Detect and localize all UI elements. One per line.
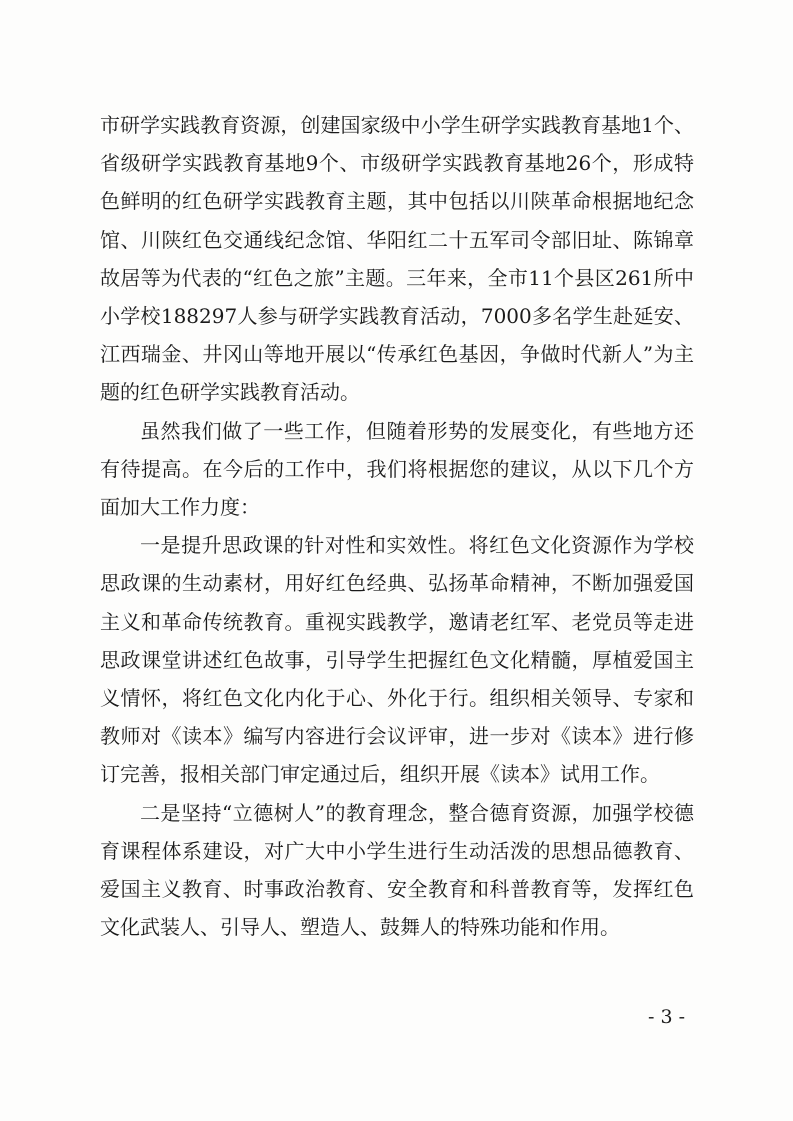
paragraph-measure-one: 一是提升思政课的针对性和实效性。将红色文化资源作为学校思政课的生动素材，用好红色经典、弘扬革命精神，不断加强爱国主义和革命传统教育。重视实践教学，邀请老红军、老党员等走进思政课堂讲述红色故事，引导学生把握红色文化精髓，厚植爱国主义情怀，将红色文化内化于心、外化于行。组织相关领导、专家和教师对《读本》编写内容进行会议评审，进一步对《读本》进行修订完善，报相关部门审定通过后，组织开展《读本》试用工作。 [100,533,694,787]
paragraph-continuation: 市研学实践教育资源，创建国家级中小学生研学实践教育基地1个、省级研学实践教育基地9个、市级研学实践教育基地26个，形成特色鲜明的红色研学实践教育主题，其中包括以川陕革命根据地纪念馆、川陕红色交通线纪念馆、华阳红二十五军司令部旧址、陈锦章故居等为代表的“红色之旅”主题。三年来，全市11个县区261所中小学校188297人参与研学实践教育活动，7000多名学生赴延安、江西瑞金、井冈山等地开展以“传承红色基因，争做时代新人”为主题的红色研学实践教育活动。 [100,113,694,405]
paragraph-measure-two: 二是坚持“立德树人”的教育理念，整合德育资源，加强学校德育课程体系建设，对广大中小学生进行生动活泼的思想品德教育、爱国主义教育、时事政治教育、安全教育和科普教育等，发挥红色文化武装人、引导人、塑造人、鼓舞人的特殊功能和作用。 [100,800,694,940]
paragraph-transition: 虽然我们做了一些工作，但随着形势的发展变化，有些地方还有待提高。在今后的工作中，我们将根据您的建议，从以下几个方面加大工作力度： [100,418,694,520]
document-body [100,106,694,946]
page-number: - 3 - [648,1006,686,1028]
